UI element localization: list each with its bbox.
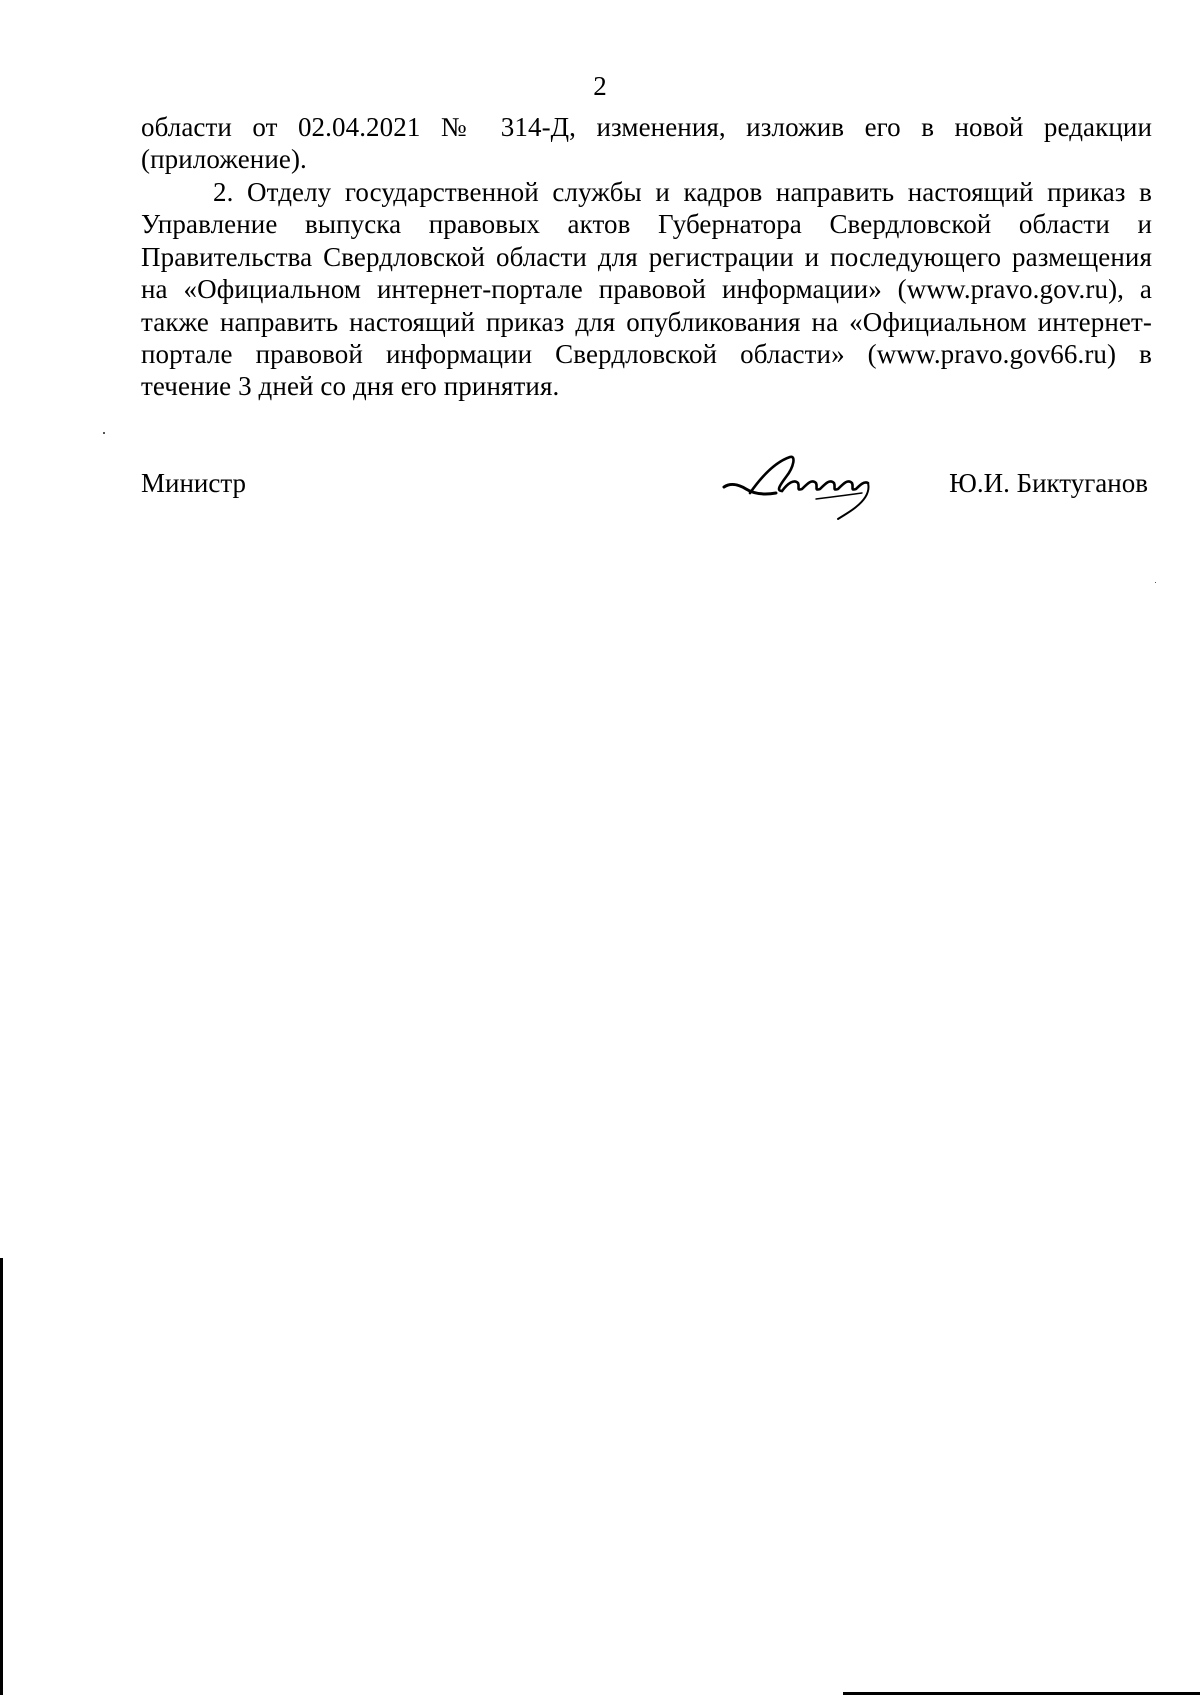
scan-speck xyxy=(1155,582,1156,583)
scan-edge-left xyxy=(0,1258,3,1695)
handwritten-signature-icon xyxy=(720,443,888,523)
paragraph-continuation: области от 02.04.2021 № 314-Д, изменения, изложив его в новой редакции (приложение). xyxy=(141,112,1152,175)
scan-speck xyxy=(103,432,105,434)
paragraph-2: 2. Отделу государственной службы и кадров направить настоящий приказ в Управление выпуска правовых актов Губернатора Свердловской области и Правительства Свердловской области для регистрации и последующего размещения на «Официальном интернет-портале правовой информации» (www.pravo.gov.ru), а также направить настоящий приказ для опубликования на «Официальном интернет-портале правовой информации Свердловской области» (www.pravo.gov66.ru) в течение 3 дней со дня его принятия. xyxy=(141,177,1152,402)
page-number: 2 xyxy=(593,71,607,101)
signer-title: Министр xyxy=(141,468,246,498)
signature-block xyxy=(141,467,1152,527)
signer-name: Ю.И. Биктуганов xyxy=(949,468,1148,498)
